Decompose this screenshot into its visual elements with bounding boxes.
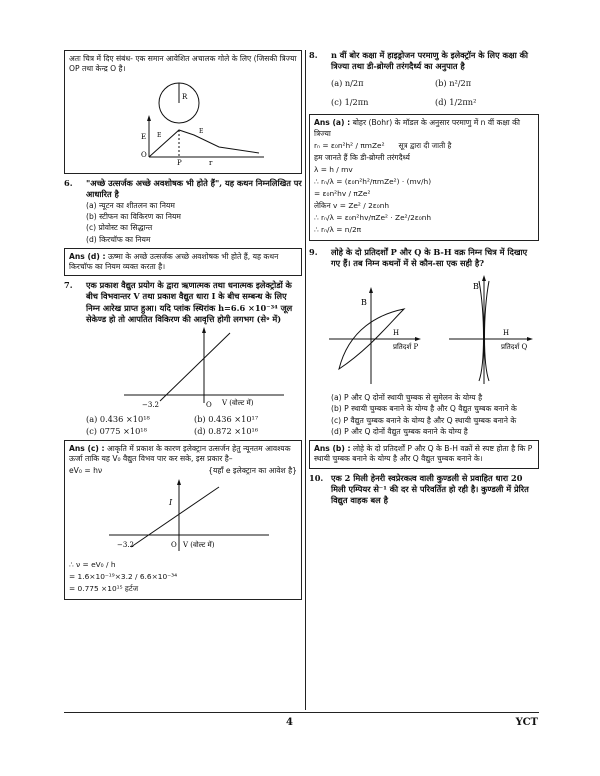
question-8: 8. n वीं बोर कक्षा में हाइड्रोजन परमाणु के इलेक्ट्रॉन के लिए कक्षा की त्रिज्या तथा डी-ब्रोग्ली तरंगदैर्ध्य का अनुपात है <box>309 50 528 72</box>
question-7: 7. एक प्रकाश वैद्युत प्रयोग के द्वारा ऋणात्मक तथा धनात्मक इलेक्ट्रोडों के बीच विभवान्तर V तथा प्रकाश वैद्युत धारा I के बीच सम्बन्ध के लिए निम्न आरेख प्राप्त हुआ। यदि प्लांक स्थिरांक h=6.6 ×10⁻³⁴ जूल सेकेण्ड हो तो आपतित विकिरण की आवृत्ति होगी लगभग (से॰ में) <box>64 280 293 324</box>
fig-R: R <box>182 92 188 101</box>
svg-text:B: B <box>361 298 367 308</box>
answer-6: Ans (d) : ऊष्मा के अच्छे उत्सर्जक अच्छे अवशोषक भी होते हैं, यह कथन किरचॉफ का नियम व्यक्त करता है। <box>64 248 302 277</box>
a7-eq2: ∴ ν = eV₀ / h <box>69 559 116 569</box>
question-10: 10. एक 2 मिली हेनरी स्वप्रेरकत्व वाली कुण्डली से प्रवाहित धारा 20 मिली एम्पियर से⁻¹ की दर से परिवर्तित हो रही है। कुण्डली में प्रेरित विद्युत वाहक बल है <box>309 472 529 505</box>
a8-text2: हम जानते हैं कि डी-ब्रोग्ली तरंगदैर्ध्य <box>314 152 410 162</box>
svg-text:B: B <box>473 282 479 292</box>
intro-box <box>64 50 302 174</box>
fig-P: P <box>177 158 182 167</box>
q9-option: (a) P और Q दोनों स्थायी चुम्बक से सुमेलन के योग्य है <box>331 393 483 403</box>
q8-option: (d) 1/2πn² <box>435 97 477 108</box>
q7-option: (a) 0.436 ×10¹⁸ <box>86 413 150 424</box>
q6-option: (d) किरचॉफ का नियम <box>86 234 151 244</box>
a7-eq4: = 0.775 ×10¹⁵ हर्टज <box>69 583 139 593</box>
q8-options <box>331 78 539 108</box>
svg-text:−3.2: −3.2 <box>117 540 134 549</box>
a8-eq2: λ = h / mv <box>314 164 353 174</box>
q9-option: (c) P वैद्युत चुम्बक बनाने के योग्य है और Q स्थायी चुम्बक बनाने के <box>331 415 517 425</box>
bh-curves-figure <box>309 269 539 389</box>
fig-Eout: E <box>199 127 204 135</box>
left-column <box>64 50 302 600</box>
svg-text:H: H <box>393 329 400 338</box>
question-9: 9. लोहे के दो प्रतिदर्शों P और Q के B-H वक्र निम्न चित्र में दिखाए गए हैं। तब निम्न कथनों में से कौन-सा एक सही है? <box>309 246 528 268</box>
svg-text:प्रतिदर्श P: प्रतिदर्श P <box>393 343 419 352</box>
q7-x: −3.2 <box>142 400 159 409</box>
fig-E: E <box>141 132 147 141</box>
q6-option: (c) प्रोवोस्ट का सिद्धान्त <box>86 223 153 233</box>
fig-O: O <box>141 150 147 159</box>
q6-options <box>86 201 302 245</box>
a8-eq1: rₙ = ε₀n²h² / πmZe² <box>314 140 385 150</box>
q7-option: (d) 0.872 ×10¹⁶ <box>194 425 259 436</box>
page-number: 4 <box>286 717 293 728</box>
svg-text:H: H <box>503 329 510 338</box>
fig-Ein: E <box>157 131 162 139</box>
iv-line <box>160 333 230 401</box>
answer-8: Ans (a) : बोहर (Bohr) के मॉडल के अनुसार परमाणु में n वीं कक्षा की त्रिज्या rₙ = ε₀n²h² / πmZe² सूत्र द्वारा दी जाती है हम जानते हैं कि डी-ब्रोग्ली तरंगदैर्ध्य λ = h / mv ∴ rₙ/λ = (ε₀n²h²/πmZe²) · (mv/h) = ε₀n²hv / πZe² लेकिन v = Ze² / 2ε₀nh ∴ rₙ/λ = ε₀n²hv/πZe² · Ze²/2ε₀nh ∴ rₙ/λ = n/2π <box>309 114 539 241</box>
intro-text: अतः चित्र में दिए संबंध- एक समान आवेशित अचालक गोले के लिए (जिसकी त्रिज्या OP तथा केन्द्र O है। <box>69 54 297 74</box>
q7-graph <box>64 325 302 409</box>
a8-note1: सूत्र द्वारा दी जाती है <box>398 140 452 150</box>
q7-option: (c) 0775 ×10¹⁸ <box>86 425 147 436</box>
q6-option: (b) स्टीफन का विकिरण का नियम <box>86 212 181 222</box>
answer-7: Ans (c) : आकृति में प्रकाश के कारण इलेक्ट्रान उत्सर्जन हेतु न्यूनतम आवश्यक ऊर्जा ताकि यह V₀ वैद्युत विभव पार कर सके, इस प्रकार है– eV₀ = hν {यहाँ e इलेक्ट्रान का आवेश है} I V (वोल्ट में) −3.2 O ∴ ν = eV₀ / h = 1.6×10⁻¹⁹×3.2 / 6.6×10⁻³⁴ = 0.775 ×10¹⁵ हर्टज <box>64 440 302 600</box>
sphere-field-figure <box>69 75 297 167</box>
q7-option: (b) 0.436 ×10¹⁷ <box>194 413 259 424</box>
q9-option: (d) P और Q दोनों वैद्युत चुम्बक बनाने के योग्य है <box>331 426 468 436</box>
column-divider <box>305 50 306 710</box>
field-curve <box>149 127 259 157</box>
a8-eq4: = ε₀n²hv / πZe² <box>314 188 371 198</box>
a8-eq7: ∴ rₙ/λ = n/2π <box>314 224 362 234</box>
a8-eq6: ∴ rₙ/λ = ε₀n²hv/πZe² · Ze²/2ε₀nh <box>314 212 432 222</box>
a7-graph <box>69 477 297 555</box>
svg-text:प्रतिदर्श Q: प्रतिदर्श Q <box>501 343 528 352</box>
q6-option: (a) न्यूटन का शीतलन का नियम <box>86 200 175 210</box>
q7-V: V (वोल्ट में) <box>222 398 254 407</box>
a8-eq5: लेकिन v = Ze² / 2ε₀nh <box>314 200 390 210</box>
svg-text:O: O <box>171 540 177 549</box>
answer-9: Ans (b) : लोहे के दो प्रतिदर्शों P और Q के B-H वक्रों से स्पष्ट होता है कि P स्थायी चुम्बक बनाने के योग्य है और Q वैद्युत चुम्बक बनाने के। <box>309 440 539 469</box>
question-6: 6. "अच्छे उत्सर्जक अच्छे अवशोषक भी होते हैं", यह कथन निम्नलिखित पर आधारित है <box>64 177 302 199</box>
svg-text:I: I <box>169 497 173 507</box>
q8-option: (c) 1/2πn <box>331 97 369 108</box>
svg-text:V (वोल्ट में): V (वोल्ट में) <box>183 540 215 549</box>
brand-label: YCT <box>515 717 538 728</box>
a7-note: {यहाँ e इलेक्ट्रान का आवेश है} <box>208 466 297 476</box>
q7-O: O <box>206 400 212 409</box>
a7-eq3: = 1.6×10⁻¹⁹×3.2 / 6.6×10⁻³⁴ <box>69 571 178 581</box>
right-column <box>309 50 539 506</box>
q8-option: (a) n/2π <box>331 78 364 89</box>
a7-eq1: eV₀ = hν <box>69 466 103 476</box>
q8-option: (b) n²/2π <box>435 78 472 89</box>
q9-option: (b) P स्थायी चुम्बक बनाने के योग्य है और Q वैद्युत चुम्बक बनाने के <box>331 404 517 414</box>
fig-r: r <box>209 158 213 167</box>
q9-options <box>331 393 539 437</box>
footer-rule <box>64 712 539 713</box>
q7-options <box>86 414 302 437</box>
a8-eq3: ∴ rₙ/λ = (ε₀n²h²/πmZe²) · (mv/h) <box>314 176 432 186</box>
